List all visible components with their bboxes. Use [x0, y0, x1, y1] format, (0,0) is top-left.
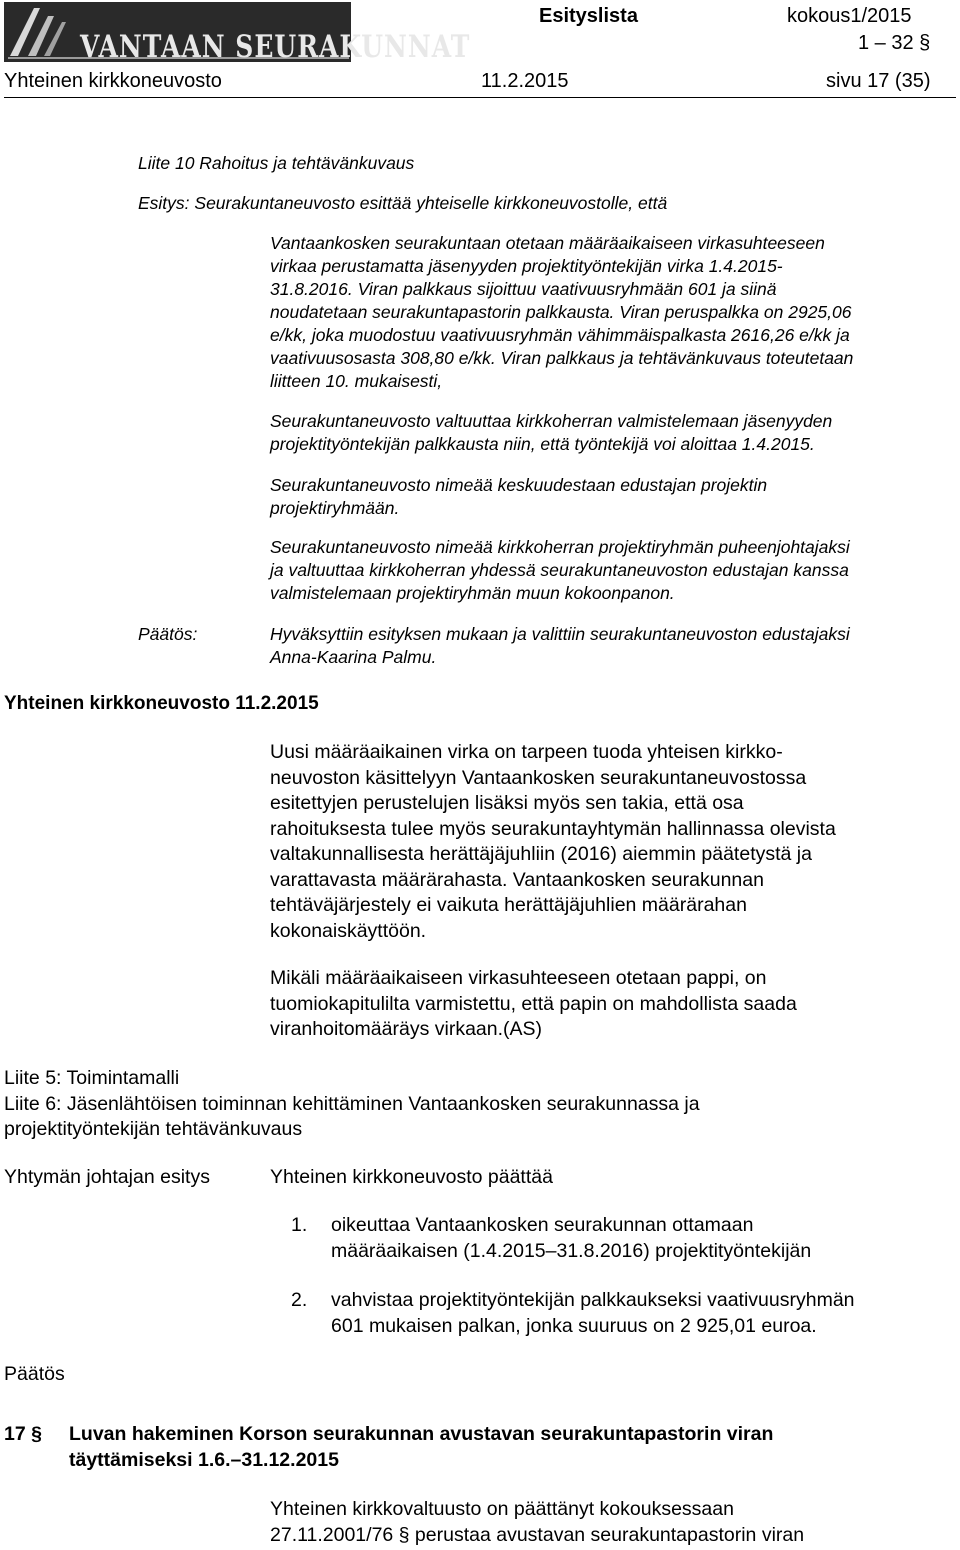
proposal-item-number: 1.	[291, 1214, 308, 1236]
quoted-decision-label: Päätös:	[138, 624, 198, 644]
body-paragraph-1: Uusi määräaikainen virka on tarpeen tuoda yhteisen kirkko- neuvoston käsittelyyn Vantaankosken seurakuntaneuvostossa esitettyjen perustelujen lisäksi myös sen takia, että osa rahoituksesta tulee myös seurakuntayhtymän hallinnassa olevista valtakunnallisesta herättäjäjuhliin (2016) aiemmin päätetystä ja varattavasta määrärahasta. Vantaankosken seurakunnan tehtäväjärjestely ei vaikuta herättäjäjuhlien määrärahan kokonaiskäyttöön.	[270, 741, 836, 942]
proposal-label: Yhtymän johtajan esitys	[4, 1166, 210, 1188]
logo-text: VANTAAN SEURAKUNNAT	[80, 28, 471, 65]
attachment-item: Liite 6: Jäsenlähtöisen toiminnan kehittäminen Vantaankosken seurakunnassa ja	[4, 1092, 700, 1115]
attachment-item: Liite 5: Toimintamalli	[4, 1067, 180, 1089]
proposal-item-1: oikeuttaa Vantaankosken seurakunnan ottamaan määräaikaisen (1.4.2015–31.8.2016) projektityöntekijän	[331, 1214, 812, 1262]
body-name: Yhteinen kirkkoneuvosto	[4, 70, 222, 92]
doc-type: Esityslista	[539, 5, 638, 27]
proposal-intro: Esitys: Seurakuntaneuvosto esittää yhteiselle kirkkoneuvostolle, että	[138, 193, 668, 213]
quoted-decision: Hyväksyttiin esityksen mukaan ja valittiin seurakuntaneuvoston edustajaksi Anna-Kaarina Palmu.	[270, 624, 850, 667]
item-17-title: Luvan hakeminen Korson seurakunnan avustavan seurakuntapastorin viran täyttämiseksi 1.6.–31.12.2015	[69, 1423, 774, 1471]
section-heading: Yhteinen kirkkoneuvosto 11.2.2015	[4, 693, 319, 714]
vantaan-seurakunnat-logo	[4, 2, 471, 65]
proposal-item-number: 2.	[291, 1289, 308, 1311]
attachment-title: Liite 10 Rahoitus ja tehtävänkuvaus	[138, 153, 415, 173]
meeting-number: kokous1/2015	[787, 5, 912, 27]
body-paragraph-2: Mikäli määräaikaiseen virkasuhteeseen otetaan pappi, on tuomiokapitulilta varmistettu, että papin on mahdollista saada viranhoitomääräys virkaan.(AS)	[270, 967, 797, 1040]
quoted-paragraph-2: Seurakuntaneuvosto valtuuttaa kirkkoherran valmistelemaan jäsenyyden projektityöntekijän palkkausta niin, että työntekijä voi aloittaa 1.4.2015.	[270, 411, 833, 454]
proposal-item-2: vahvistaa projektityöntekijän palkkaukseksi vaativuusryhmän 601 mukaisen palkan, jonka suuruus on 2 925,01 euroa.	[331, 1289, 855, 1337]
decision-label: Päätös	[4, 1363, 65, 1385]
item-17-number: 17 §	[4, 1423, 42, 1445]
attachment-item: projektityöntekijän tehtävänkuvaus	[4, 1118, 303, 1140]
proposal-intro-text: Yhteinen kirkkoneuvosto päättää	[270, 1166, 553, 1188]
header-rule	[4, 97, 956, 98]
page-number: sivu 17 (35)	[826, 70, 931, 92]
quoted-paragraph-4: Seurakuntaneuvosto nimeää kirkkoherran projektiryhmän puheenjohtajaksi ja valtuuttaa kirkkoherran yhdessä seurakuntaneuvoston edustajan kanssa valmistelemaan projektiryhmän muun kokoonpanon.	[270, 537, 850, 603]
section-range: 1 – 32 §	[858, 32, 931, 54]
quoted-paragraph-1: Vantaankosken seurakuntaan otetaan määräaikaiseen virkasuhteeseen virkaa perustamatta jäsenyyden projektityöntekijän virka 1.4.2015- 31.8.2016. Viran palkkaus sijoittuu vaativuusryhmään 601 ja siinä noudatetaan seurakuntapastorin palkkausta. Viran peruspalkka on 2925,06 e/kk, joka muodostuu vaativuusryhmän vähimmäispalkasta 2616,26 e/kk ja vaativuusosasta 308,80 e/kk. Viran palkkaus ja tehtävänkuvaus toteutetaan liitteen 10. mukaisesti,	[270, 233, 854, 391]
attachment-list	[4, 1066, 700, 1143]
item-17-body: Yhteinen kirkkovaltuusto on päättänyt kokouksessaan 27.11.2001/76 § perustaa avustavan seurakuntapastorin viran	[270, 1498, 805, 1546]
meeting-date: 11.2.2015	[481, 70, 569, 92]
quoted-paragraph-3: Seurakuntaneuvosto nimeää keskuudestaan edustajan projektin projektiryhmään.	[270, 475, 768, 518]
